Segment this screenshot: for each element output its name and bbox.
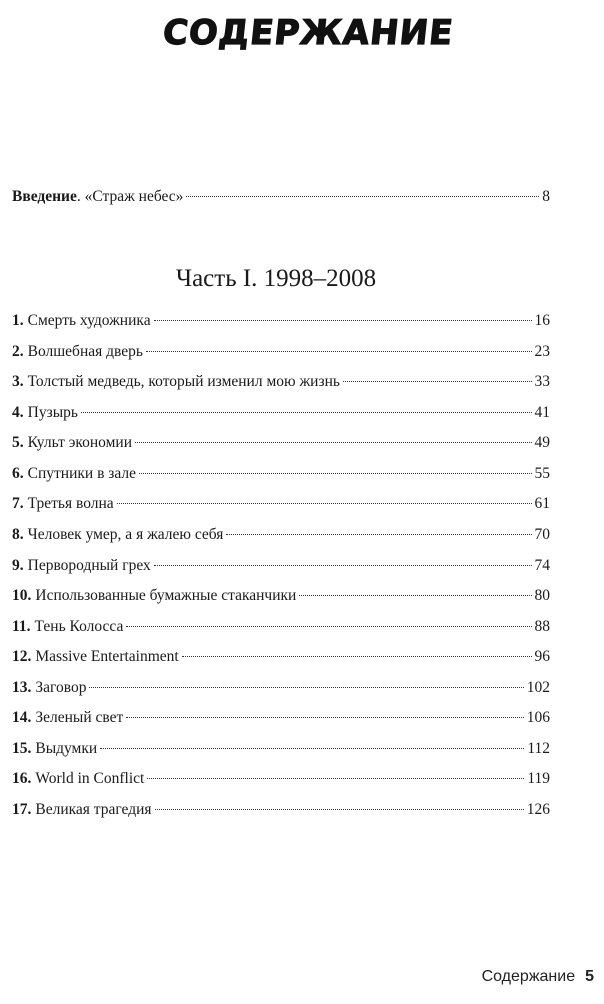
toc-entry-label: [12, 187, 183, 207]
dot-leader: [343, 381, 532, 382]
toc-entry-number: 11.: [12, 618, 31, 635]
intro-label-rest: . «Страж небес»: [76, 188, 184, 205]
toc-entry-page: 74: [534, 557, 550, 574]
dot-leader: [182, 656, 532, 657]
toc-entry-page: 106: [526, 709, 550, 726]
toc-entry-number: 4.: [12, 404, 24, 421]
toc-entry-chapter-7[interactable]: [12, 494, 550, 514]
toc-entry-chapter-15[interactable]: [12, 739, 550, 759]
toc-entry-number: 16.: [12, 770, 32, 787]
dot-leader: [81, 412, 532, 413]
toc-entry-chapter-17[interactable]: [12, 800, 550, 820]
toc-entry-title: Использованные бумажные стаканчики: [35, 587, 297, 604]
toc-entry-number: 12.: [12, 648, 32, 665]
toc-entry-page: 119: [527, 770, 550, 787]
toc-entry-title: Толстый медведь, который изменил мою жизнь: [27, 373, 340, 390]
toc-entry-page: 70: [534, 526, 550, 543]
toc-entry-title: Великая трагедия: [35, 801, 152, 818]
toc-entry-page: 80: [534, 587, 550, 604]
toc-entry-title: Человек умер, а я жалею себя: [27, 526, 224, 543]
toc-entry-title: Спутники в зале: [27, 465, 137, 482]
toc-entry-number: 14.: [12, 709, 32, 726]
toc-entry-chapter-13[interactable]: [12, 678, 550, 698]
toc-entry-page: 41: [534, 404, 550, 421]
toc-entry-page: 102: [526, 679, 550, 696]
toc-entry-page: 33: [534, 373, 550, 390]
dot-leader: [135, 442, 531, 443]
dot-leader: [147, 778, 524, 779]
toc-entry-chapter-16[interactable]: [12, 769, 550, 789]
part-heading: Часть I. 1998–2008: [175, 265, 377, 292]
page-footer: [482, 966, 594, 988]
toc-entry-title: Третья волна: [27, 495, 114, 512]
toc-entry-page: 126: [526, 801, 550, 818]
toc-entry-chapter-8[interactable]: [12, 525, 550, 545]
toc-entry-title: Первородный грех: [27, 557, 151, 574]
dot-leader: [226, 534, 531, 535]
toc-entry-number: 17.: [12, 801, 32, 818]
toc-entry-chapter-12[interactable]: [12, 647, 550, 667]
toc-entry-page: 96: [534, 648, 550, 665]
footer-page-number: 5: [585, 968, 594, 985]
dot-leader: [154, 565, 532, 566]
toc-entry-title: Культ экономии: [27, 434, 133, 451]
toc-entry-title: Заговор: [35, 679, 87, 696]
toc-entry-title: Смерть художника: [27, 312, 151, 329]
toc-entry-chapter-11[interactable]: [12, 617, 550, 637]
toc-entry-number: 13.: [12, 679, 32, 696]
toc-entry-number: 6.: [12, 465, 24, 482]
toc-entry-title: Волшебная дверь: [27, 343, 143, 360]
toc-entry-chapter-4[interactable]: [12, 403, 550, 423]
toc-entry-page: 88: [534, 618, 550, 635]
dot-leader: [299, 595, 531, 596]
toc-entry-number: 10.: [12, 587, 32, 604]
toc-entry-title: Выдумки: [35, 740, 98, 757]
intro-label-bold: Введение: [12, 188, 77, 205]
toc-entry-title: Зеленый свет: [35, 709, 124, 726]
toc-entry-chapter-3[interactable]: [12, 372, 550, 392]
dot-leader: [146, 351, 532, 352]
toc-entry-chapter-1[interactable]: [12, 311, 550, 331]
toc-entry-number: 1.: [12, 312, 24, 329]
dot-leader: [126, 626, 531, 627]
footer-section-label: Содержание: [481, 968, 576, 985]
toc-entry-page: 49: [534, 434, 550, 451]
toc-entry-number: 2.: [12, 343, 24, 360]
toc-entry-intro[interactable]: [12, 187, 550, 207]
toc-entry-title: Massive Entertainment: [35, 648, 179, 665]
toc-entry-number: 9.: [12, 557, 24, 574]
toc-entry-title: World in Conflict: [35, 770, 145, 787]
toc-entry-title: Тень Колосса: [34, 618, 124, 635]
toc-entry-number: 8.: [12, 526, 24, 543]
dot-leader: [117, 503, 532, 504]
toc-entry-chapter-14[interactable]: [12, 708, 550, 728]
dot-leader: [126, 717, 523, 718]
toc-entry-page: 16: [534, 312, 550, 329]
toc-entry-chapter-9[interactable]: [12, 556, 550, 576]
toc-entry-page: 55: [534, 465, 550, 482]
page-title: СОДЕРЖАНИЕ: [160, 13, 456, 53]
toc-entry-chapter-6[interactable]: [12, 464, 550, 484]
toc-entry-number: 7.: [12, 495, 24, 512]
toc-entry-chapter-2[interactable]: [12, 342, 550, 362]
dot-leader: [100, 748, 524, 749]
toc-entry-chapter-10[interactable]: [12, 586, 550, 606]
dot-leader: [155, 809, 524, 810]
dot-leader: [186, 196, 539, 197]
toc-entry-title: Пузырь: [27, 404, 78, 421]
toc-entry-page: 61: [534, 495, 550, 512]
dot-leader: [154, 320, 532, 321]
dot-leader: [139, 473, 531, 474]
toc-entry-page: 112: [527, 740, 550, 757]
toc-entry-page: 23: [534, 343, 550, 360]
toc-entry-number: 5.: [12, 434, 24, 451]
toc-entry-page: 8: [542, 188, 550, 205]
toc-entry-number: 3.: [12, 373, 24, 390]
dot-leader: [89, 687, 523, 688]
toc-entry-number: 15.: [12, 740, 32, 757]
toc-entry-chapter-5[interactable]: [12, 433, 550, 453]
